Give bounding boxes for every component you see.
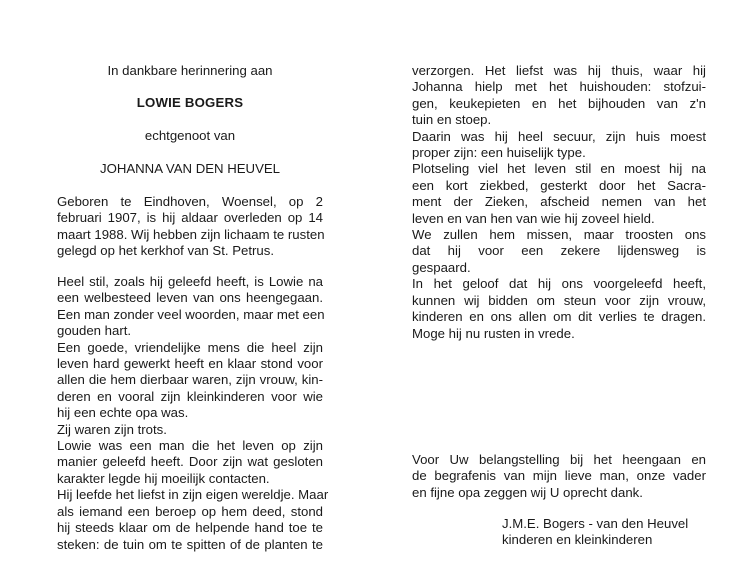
text-line: gespaard. <box>412 259 471 275</box>
signature-name: J.M.E. Bogers - van den Heuvel <box>502 516 689 531</box>
text-line: deren en vooral zijn kleinkinderen voor wie <box>57 388 323 404</box>
text-line: Zij waren zijn trots. <box>57 421 167 437</box>
text-line: kinderen en ons allen om dit verlies te dragen. <box>412 309 706 325</box>
text-line: In het geloof dat hij ons voorgeleefd heeft, <box>412 276 706 292</box>
deceased-name: LOWIE BOGERS <box>136 95 244 110</box>
text-line: dat hij voor een zekere lijdensweg is <box>412 243 706 259</box>
signature-family: kinderen en kleinkinderen <box>502 532 653 548</box>
text-line: de begrafenis van mijn lieve man, onze vader <box>412 468 706 484</box>
text-line: Een man zonder veel woorden, maar met een <box>57 306 325 322</box>
text-line: gen, keukepieten en het bijhouden van z'n <box>412 95 706 111</box>
text-line: tuin en stoep. <box>412 112 492 128</box>
text-line: Heel stil, zoals hij geleefd heeft, is Lowie na <box>57 274 323 289</box>
text-line: hij een echte opa was. <box>57 405 189 421</box>
text-line: ment der Zieken, afscheid nemen van het <box>412 194 706 210</box>
text-line: februari 1907, is hij aldaar overleden op 14 <box>57 210 323 226</box>
text-line: hij steeds klaar om de helpende hand toe te <box>57 520 323 536</box>
text-line: Lowie was een man die het leven op zijn <box>57 438 323 454</box>
text-line: een kort ziekbed, gesterkt door het Sacra- <box>412 177 706 193</box>
text-line: een welbesteed leven van ons heengegaan. <box>57 290 323 306</box>
text-line: maart 1988. Wij hebben zijn lichaam te rusten <box>57 226 325 242</box>
relation-text: echtgenoot van <box>144 128 236 143</box>
text-line: gouden hart. <box>57 323 132 339</box>
text-line: en fijne opa zeggen wij U oprecht dank. <box>412 484 643 500</box>
text-line: kunnen wij bidden om steun voor zijn vrouw, <box>412 292 706 308</box>
birth-death-paragraph <box>57 194 323 260</box>
text-line: leven en van hen van wie hij zoveel hield. <box>412 210 655 226</box>
text-line: Voor Uw belangstelling bij het heengaan en <box>412 452 706 467</box>
spouse-name: JOHANNA VAN DEN HEUVEL <box>99 161 281 176</box>
text-line: steken: de tuin om te spitten of de planten te <box>57 536 323 552</box>
text-line: Plotseling viel het leven stil en moest hij na <box>412 161 706 177</box>
text-line: Moge hij nu rusten in vrede. <box>412 325 575 341</box>
text-line: Geboren te Eindhoven, Woensel, op 2 <box>57 194 323 209</box>
text-line: Een goede, vriendelijke mens die heel zijn <box>57 339 323 355</box>
text-line: manier geleefd heeft. Door zijn wat gesloten <box>57 454 323 470</box>
continuation-paragraph <box>412 63 706 342</box>
text-line: karakter legde hij moeilijk contacten. <box>57 470 270 486</box>
text-line: Hij leefde het liefst in zijn eigen wereldje. Maar <box>57 487 329 503</box>
intro-text: In dankbare herinnering aan <box>107 63 273 78</box>
text-line: We zullen hem missen, maar troosten ons <box>412 227 706 243</box>
signature-block <box>502 516 688 549</box>
text-line: leven hard gewerkt heeft en klaar stond voor <box>57 356 323 372</box>
text-line: Daarin was hij heel secuur, zijn huis moest <box>412 128 706 144</box>
text-line: als iemand een beroep op hem deed, stond <box>57 503 323 519</box>
text-line: verzorgen. Het liefst was hij thuis, waar hij <box>412 63 706 78</box>
thanks-paragraph <box>412 452 706 501</box>
tribute-paragraph <box>57 274 329 553</box>
text-line: proper zijn: een huiselijk type. <box>412 145 586 161</box>
text-line: allen die hem dierbaar waren, zijn vrouw, kin- <box>57 372 323 388</box>
text-line: Johanna hielp met het huishouden: stofzui- <box>412 79 706 95</box>
text-line: gelegd op het kerkhof van St. Petrus. <box>57 243 274 259</box>
